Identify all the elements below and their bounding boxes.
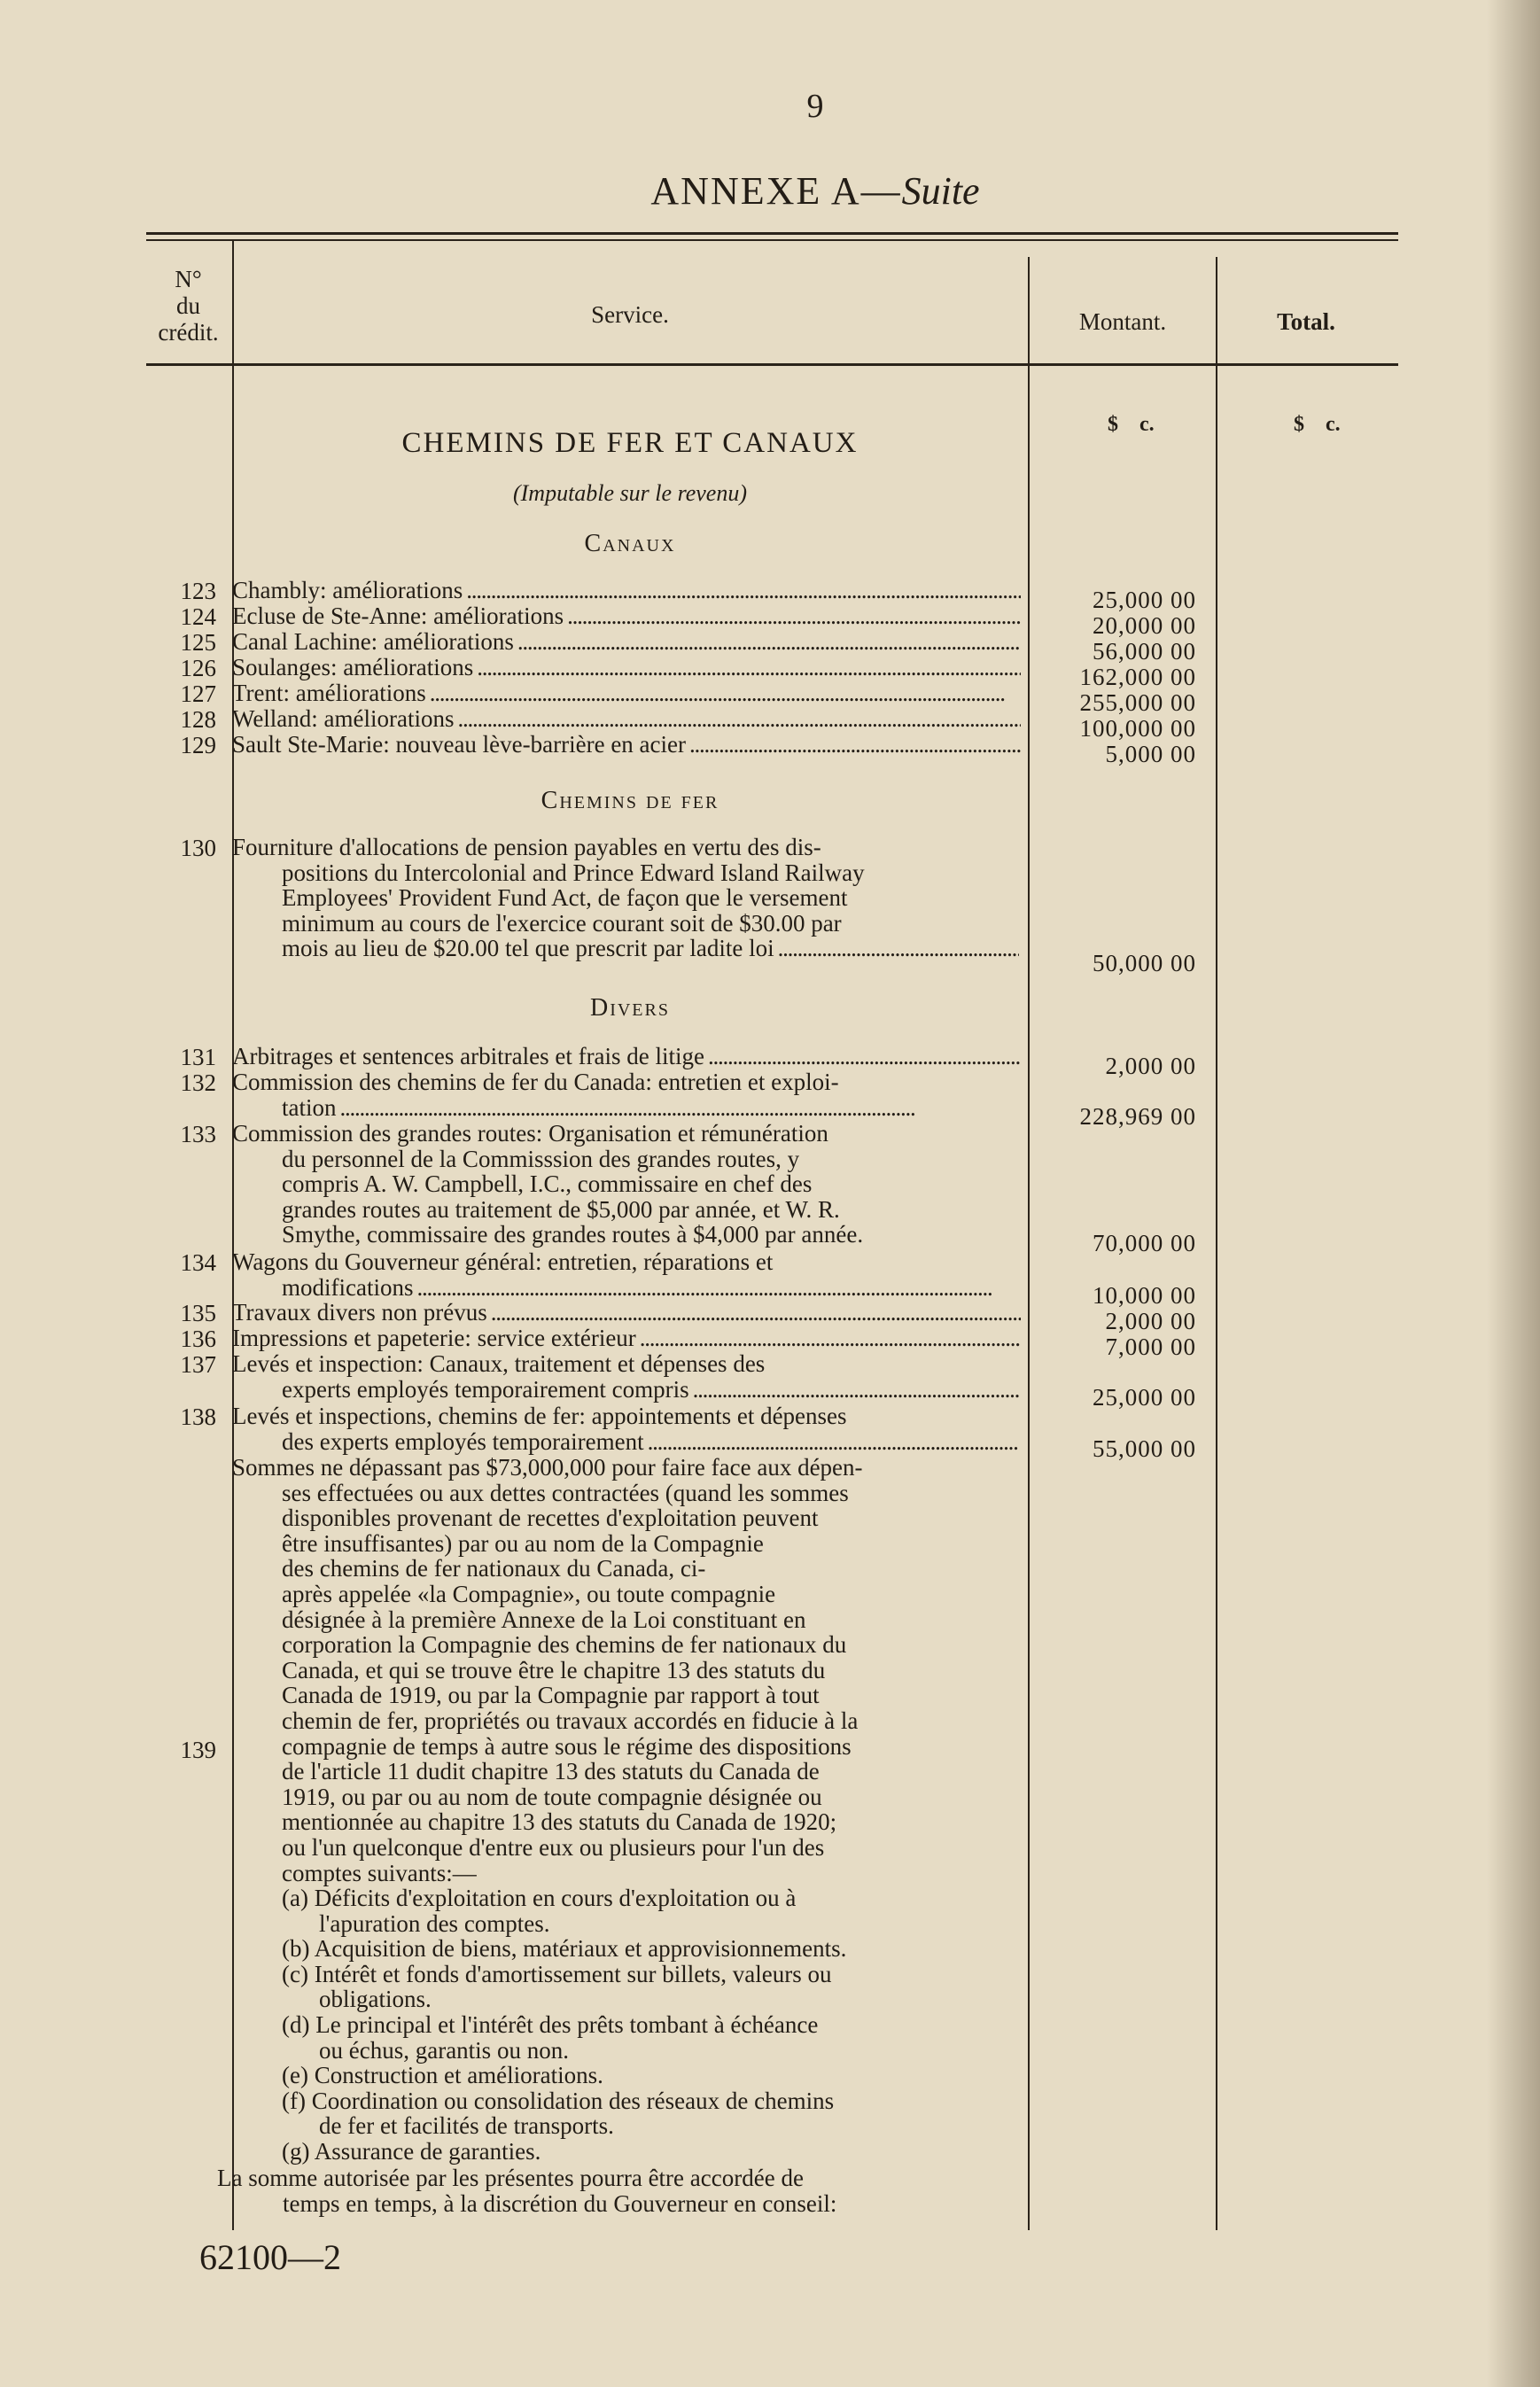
service-line: Arbitrages et sentences arbitrales et frais de litige . . . xyxy=(232,1044,1021,1069)
service-line: Sault Ste-Marie: nouveau lève-barrière en acier . . . xyxy=(232,732,1021,757)
group-heading-chemins-de-fer: Chemins de fer xyxy=(541,787,719,814)
section-heading: CHEMINS DE FER ET CANAUX xyxy=(401,427,859,459)
service-133: Commission des grandes routes: Organisation et rémunération du personnel de la Commisssion des grandes routes, y compris A. W. Campbell, I.C., commissaire en chef des grandes routes au traitement de $5,000 par année, et W. R. Smythe, commissaire des grandes routes à $4,000 par année. xyxy=(232,1120,864,1248)
currency-label-total: $ c. xyxy=(1294,413,1341,436)
service-139: Sommes ne dépassant pas $73,000,000 pour faire face aux dépen- ses effectuées ou aux dettes contractées (quand les sommes disponibles provenant de recettes d'exploitation peuvent être insuffisantes) par ou au nom de la Compagnie des chemins de fer nationaux du Canada, ci- après appelée «la Compagnie», ou toute compagnie désignée à la première Annexe de la Loi constituant en corporation la Compagnie des chemins de fer nationaux du Canada, et qui se trouve être le chapitre 13 des statuts du Canada de 1919, ou par la Compagnie par rapport à tout chemin de fer, propriétés ou travaux accordés en fiducie à la compagnie de temps à autre sous le régime des dispositions de l'article 11 dudit chapitre 13 des statuts du Canada de 1919, ou par ou au nom de toute compagnie désignée ou mentionnée au chapitre 13 des statuts du Canada de 1920; ou l'un quelconque d'entre eux ou plusieurs pour l'un des comptes suivants:— (a) Déficits d'exploitation en cours d'exploitation ou à l'apuration des comptes. (b) Acquisition de biens, matériaux et approvisionnements. (c) Intérêt et fonds d'amortissement sur billets, valeurs ou obligations. (d) Le principal et l'intérêt des prêts tombant à échéance ou échus, garantis ou non. (e) Construction et améliorations. (f) Coordination ou consolidation des réseaux de chemins de fer et facilités de transports. (g) Assurance de garanties. xyxy=(232,1455,1019,2165)
amount: 5,000 00 xyxy=(1105,741,1196,767)
subitem-a: (a) Déficits d'exploitation en cours d'exploitation ou à xyxy=(282,1885,797,1912)
credit-number: 124 xyxy=(180,603,216,630)
subitem-g: (g) Assurance de garanties. xyxy=(282,2138,541,2165)
amount: 2,000 00 xyxy=(1105,1053,1196,1079)
amount: 25,000 00 xyxy=(1093,1384,1196,1411)
service-line: Canal Lachine: améliorations . . . xyxy=(232,629,1021,654)
section-subheading: (Imputable sur le revenu) xyxy=(512,480,747,506)
service-137: Levés et inspection: Canaux, traitement et dépenses des experts employés temporairement compris . . . xyxy=(232,1351,1019,1402)
service-138: Levés et inspections, chemins de fer: appointements et dépenses des experts employés temporairement . . . xyxy=(232,1403,1019,1454)
amount: 7,000 00 xyxy=(1105,1333,1196,1360)
service-line: Soulanges: améliorations . . . xyxy=(232,655,1021,680)
service-line: Impressions et papeterie: service extérieur . . . xyxy=(232,1326,1021,1350)
group-heading-canaux: Canaux xyxy=(584,530,676,557)
amount: 2,000 00 xyxy=(1105,1308,1196,1334)
service-line: Ecluse de Ste-Anne: améliorations . . . xyxy=(232,603,1021,628)
credit-number: 133 xyxy=(180,1121,216,1147)
header-underline xyxy=(146,363,1398,366)
amount: 56,000 00 xyxy=(1093,638,1196,665)
column-header-service: Service. xyxy=(591,301,669,328)
service-132: Commission des chemins de fer du Canada: entretien et exploi- tation . . . xyxy=(232,1069,1019,1120)
currency-label-montant: $ c. xyxy=(1108,413,1155,436)
subitem-e: (e) Construction et améliorations. xyxy=(282,2062,603,2089)
column-header-montant: Montant. xyxy=(1078,308,1167,335)
subitem-d: (d) Le principal et l'intérêt des prêts tombant à échéance xyxy=(282,2011,819,2039)
header-double-rule-bottom xyxy=(146,239,1398,241)
column-header-credit: N° du crédit. xyxy=(158,266,219,346)
service-130: Fourniture d'allocations de pension payables en vertu des dis- positions du Intercolonial and Prince Edward Island Railway Employees' Provident Fund Act, de façon que le versement minimum au cours de l'exercice courant soit de $30.00 par mois au lieu de $20.00 tel que prescrit par ladite loi . . . xyxy=(232,835,1019,961)
credit-number: 131 xyxy=(180,1044,216,1070)
credit-number: 126 xyxy=(180,655,216,681)
credit-number: 127 xyxy=(180,680,216,707)
footer-code: 62100—2 xyxy=(199,2237,341,2277)
credit-number: 128 xyxy=(180,706,216,733)
credit-number: 125 xyxy=(180,629,216,656)
column-header-total: Total. xyxy=(1277,308,1335,335)
service-line: Chambly: améliorations . . . xyxy=(232,578,1021,603)
amount: 255,000 00 xyxy=(1079,689,1196,716)
amount: 20,000 00 xyxy=(1093,612,1196,639)
group-heading-divers: Divers xyxy=(589,994,670,1022)
credit-number: 134 xyxy=(180,1249,216,1276)
column-rule-total xyxy=(1216,257,1217,2230)
header-double-rule-top xyxy=(146,232,1398,235)
subitem-b: (b) Acquisition de biens, matériaux et approvisionnements. xyxy=(282,1935,847,1963)
column-rule-montant xyxy=(1028,257,1030,2230)
amount: 10,000 00 xyxy=(1093,1282,1196,1309)
page-title: ANNEXE A—Suite xyxy=(650,169,980,213)
amount: 162,000 00 xyxy=(1079,664,1196,690)
amount: 55,000 00 xyxy=(1093,1435,1196,1462)
credit-number: 137 xyxy=(180,1351,216,1378)
credit-number: 129 xyxy=(180,732,216,758)
service-134: Wagons du Gouverneur général: entretien, réparations et modifications . . . xyxy=(232,1249,1019,1300)
amount: 70,000 00 xyxy=(1093,1230,1196,1256)
credit-number: 138 xyxy=(180,1403,216,1430)
credit-number: 132 xyxy=(180,1069,216,1096)
page-number: 9 xyxy=(806,88,824,125)
service-line: Travaux divers non prévus . . . xyxy=(232,1300,1021,1325)
service-line: Welland: améliorations . . . xyxy=(232,706,1021,731)
credit-number: 136 xyxy=(180,1326,216,1352)
credit-number: 123 xyxy=(180,578,216,604)
credit-number: 130 xyxy=(180,835,216,861)
amount: 100,000 00 xyxy=(1079,715,1196,742)
amount: 50,000 00 xyxy=(1093,950,1196,976)
credit-number: 139 xyxy=(180,1737,216,1763)
service-line: Trent: améliorations . . . xyxy=(232,680,1021,705)
amount: 25,000 00 xyxy=(1093,587,1196,613)
credit-number: 135 xyxy=(180,1300,216,1326)
subitem-f: (f) Coordination ou consolidation des réseaux de chemins xyxy=(282,2087,835,2114)
subitem-c: (c) Intérêt et fonds d'amortissement sur billets, valeurs ou xyxy=(282,1960,832,1987)
amount: 228,969 00 xyxy=(1079,1103,1196,1130)
closing-text: La somme autorisée par les présentes pourra être accordée de temps en temps, à la discrétion du Gouverneur en conseil: xyxy=(217,2165,837,2217)
page-edge-shadow xyxy=(1487,0,1540,2387)
